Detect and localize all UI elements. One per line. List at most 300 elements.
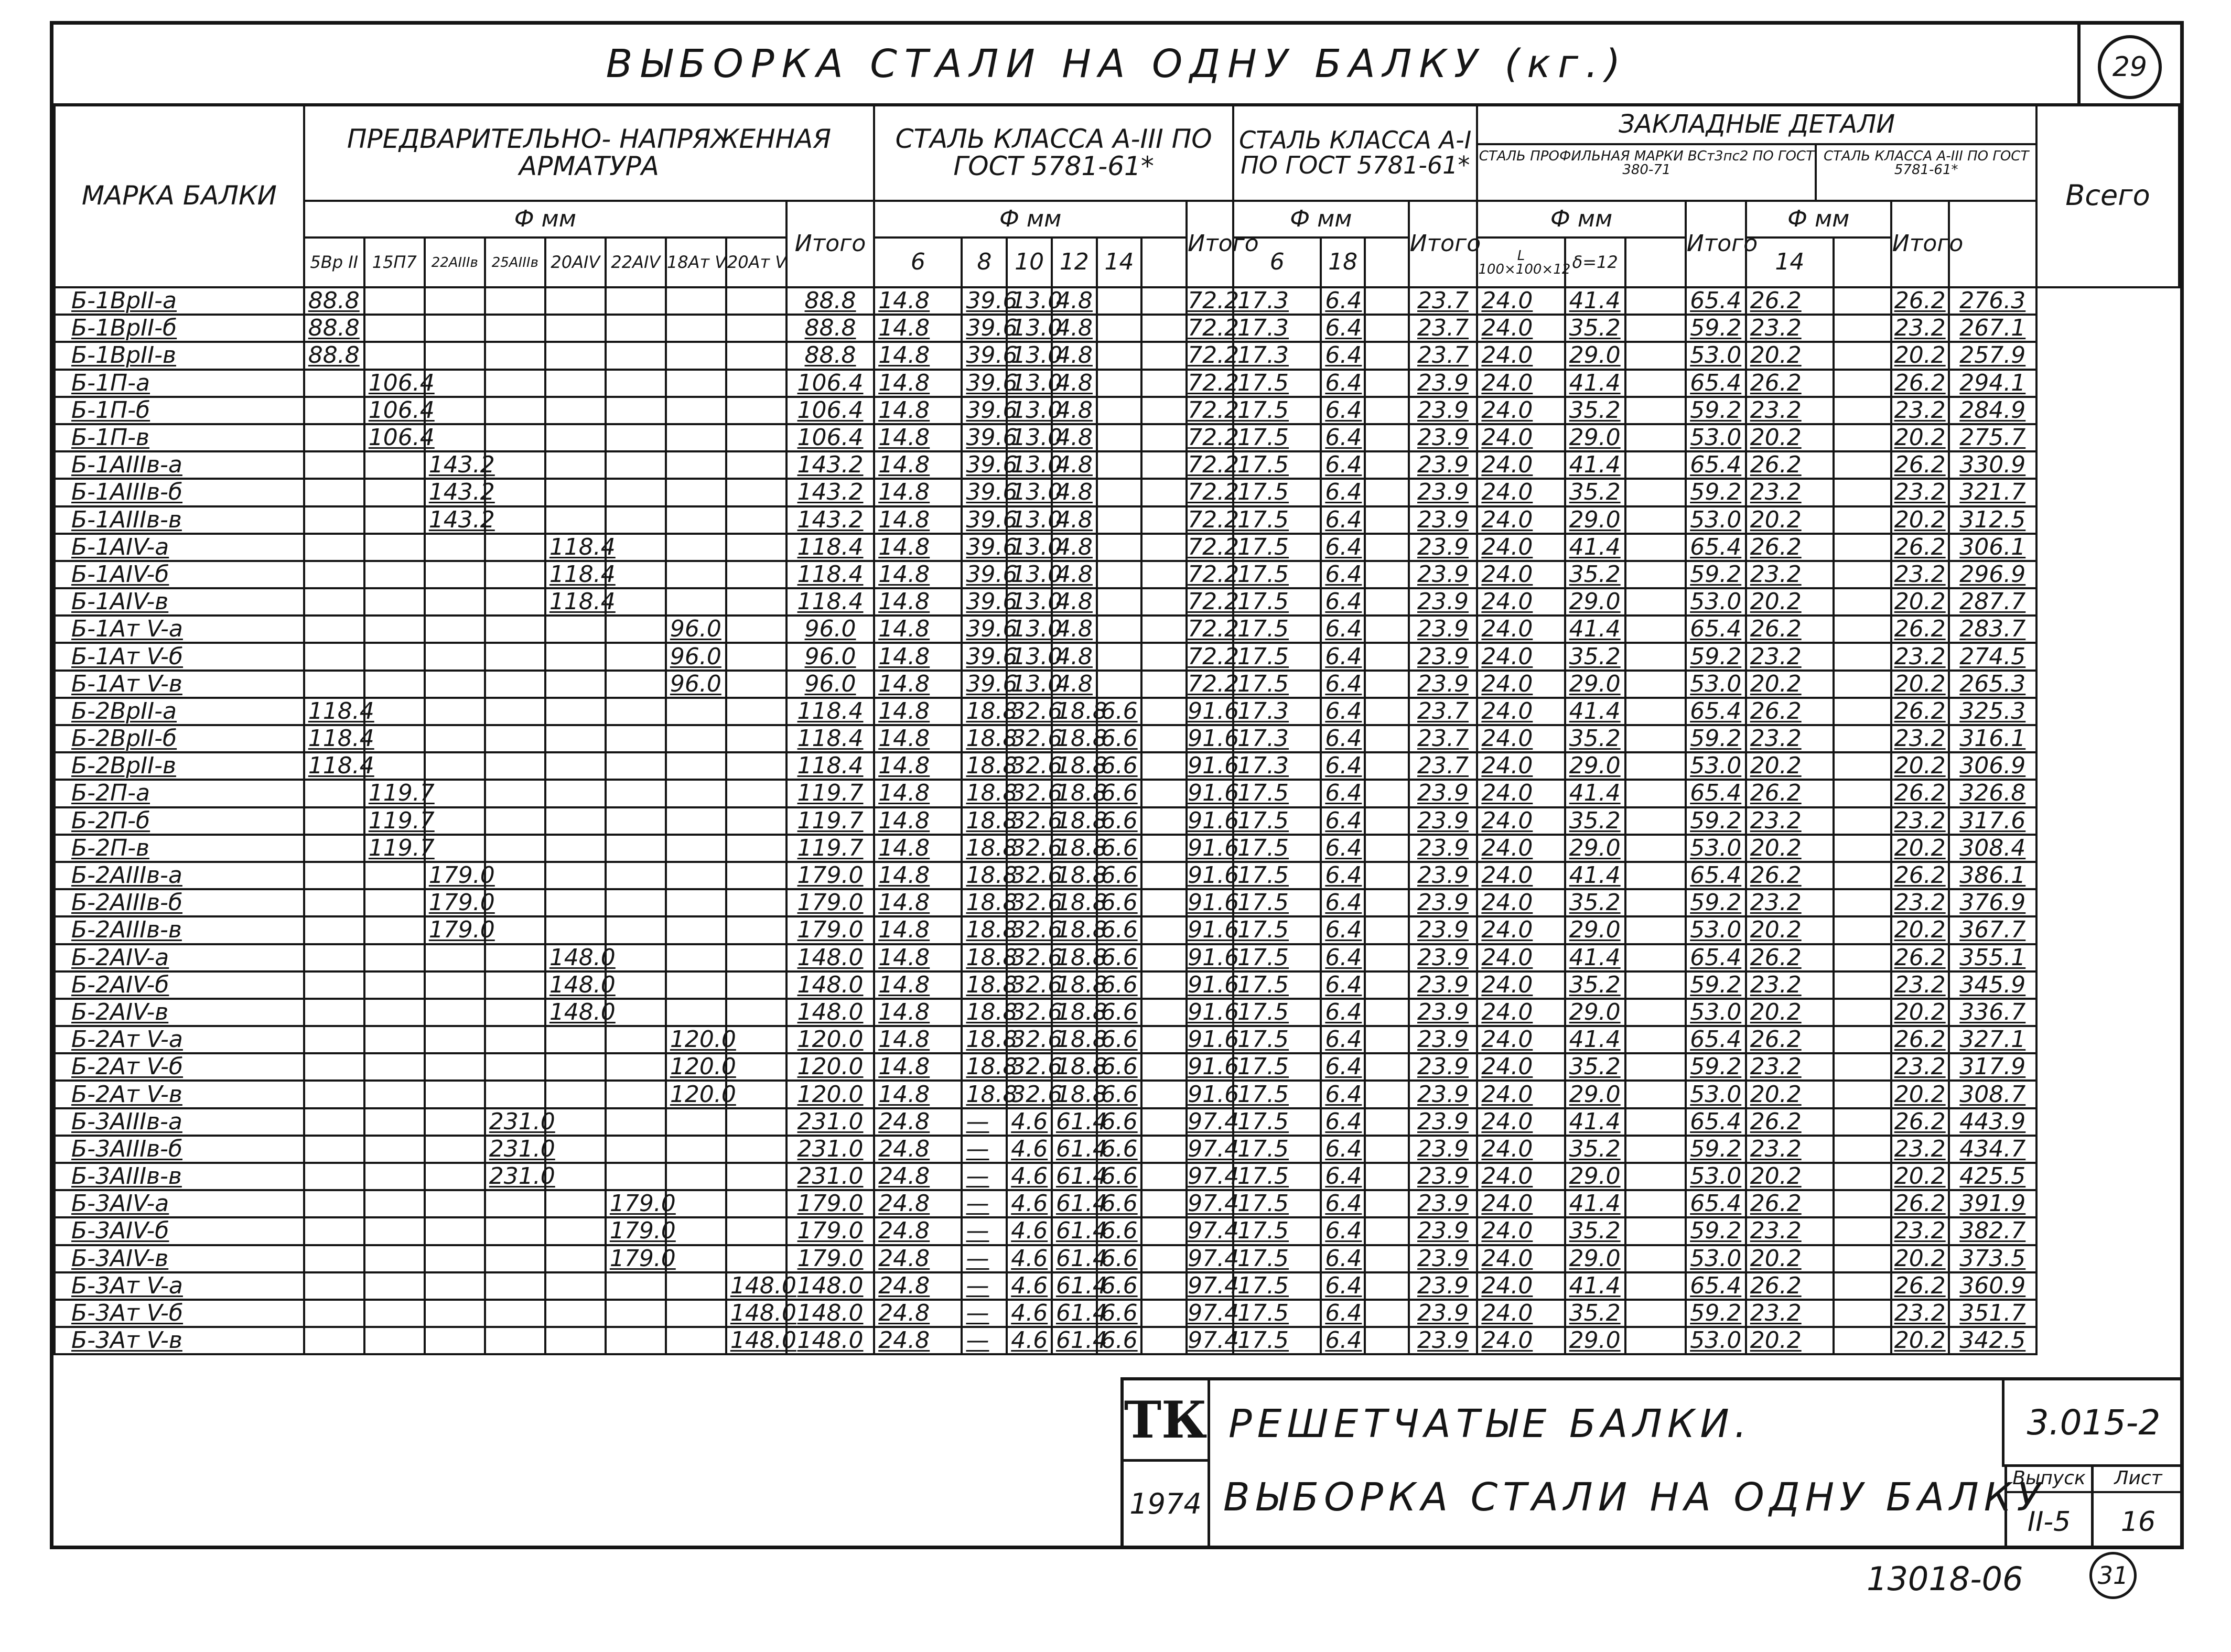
a3-blank bbox=[1141, 479, 1187, 506]
a1-blank bbox=[1365, 1163, 1409, 1190]
a1-value: 17.3 bbox=[1233, 315, 1321, 342]
a3-value: 18.8 bbox=[1052, 889, 1097, 916]
prestressed-value: 231.0 bbox=[485, 1163, 545, 1190]
a3-total: 72.2 bbox=[1188, 560, 1240, 588]
prestressed-value bbox=[425, 1217, 485, 1245]
a1-blank bbox=[1365, 1026, 1409, 1053]
prestressed-value bbox=[425, 1163, 485, 1190]
table-row bbox=[55, 506, 2179, 534]
a3-blank bbox=[1141, 1190, 1187, 1217]
profile-total: 53.0 bbox=[1686, 999, 1746, 1026]
a3-value: 18.8 bbox=[962, 916, 1007, 944]
a3-value: 18.8 bbox=[962, 752, 1007, 780]
a1-total: 23.9 bbox=[1409, 1163, 1478, 1190]
a3-value: 61.4 bbox=[1052, 1136, 1097, 1163]
prestressed-value bbox=[606, 506, 666, 534]
table-row bbox=[55, 1053, 2179, 1081]
prestressed-total: 231.0 bbox=[786, 1163, 874, 1190]
a1-blank bbox=[1365, 1245, 1409, 1272]
a1-value: 17.3 bbox=[1233, 752, 1321, 780]
emb-sub-0: 14 bbox=[1746, 237, 1834, 287]
prestressed-value bbox=[606, 807, 666, 835]
prestressed-value bbox=[545, 1300, 606, 1327]
prestressed-value: 96.0 bbox=[666, 671, 726, 698]
profile-value: 24.0 bbox=[1477, 698, 1565, 725]
prestressed-value: 118.4 bbox=[545, 561, 606, 588]
table-row bbox=[55, 1026, 2179, 1053]
a3-value: 13.0 bbox=[1007, 616, 1052, 643]
a1-value: 6.4 bbox=[1321, 862, 1365, 889]
prestressed-value bbox=[606, 725, 666, 752]
profile-value: 24.0 bbox=[1477, 971, 1565, 999]
embedded-a3-value: 26.2 bbox=[1746, 780, 1834, 807]
prestressed-value bbox=[425, 1108, 485, 1136]
prestressed-value: 179.0 bbox=[606, 1217, 666, 1245]
a3-value: 32.6 bbox=[1007, 725, 1052, 752]
prestressed-value bbox=[364, 1053, 425, 1081]
embedded-blank bbox=[1834, 1327, 1891, 1354]
prestressed-value bbox=[545, 1026, 606, 1053]
embedded-a3-value: 20.2 bbox=[1746, 752, 1834, 780]
embedded-total: 26.2 bbox=[1891, 780, 1949, 807]
embedded-total: 26.2 bbox=[1891, 944, 1949, 971]
a3-value: 6.6 bbox=[1097, 889, 1142, 916]
a1-value: 17.5 bbox=[1233, 588, 1321, 616]
prestressed-total: 88.8 bbox=[786, 315, 874, 342]
profile-value: 24.0 bbox=[1477, 752, 1565, 780]
a3-value: 13.0 bbox=[1007, 561, 1052, 588]
profile-total: 59.2 bbox=[1686, 889, 1746, 916]
prestressed-value bbox=[666, 534, 726, 561]
beam-mark: Б-2Ат V-б bbox=[55, 1053, 304, 1081]
profile-blank bbox=[1625, 780, 1686, 807]
embedded-total: 23.2 bbox=[1891, 1053, 1949, 1081]
prestressed-value bbox=[726, 643, 786, 670]
a1-value: 17.5 bbox=[1233, 944, 1321, 971]
prestressed-total: 179.0 bbox=[786, 862, 874, 889]
embedded-a3-value: 26.2 bbox=[1746, 616, 1834, 643]
embedded-total: 26.2 bbox=[1891, 287, 1949, 315]
a3-value: 6.6 bbox=[1097, 1300, 1142, 1327]
embedded-a3-value: 20.2 bbox=[1746, 342, 1834, 369]
embedded-a3-value: 23.2 bbox=[1746, 725, 1834, 752]
a1-blank bbox=[1365, 944, 1409, 971]
a3-value: 14.8 bbox=[874, 534, 962, 561]
a1-value: 6.4 bbox=[1321, 1300, 1365, 1327]
a3-total: 72.2 bbox=[1188, 287, 1240, 315]
profile-blank bbox=[1625, 671, 1686, 698]
beam-mark: Б-2ВрII-б bbox=[55, 725, 304, 752]
a3-value bbox=[1097, 671, 1142, 698]
prestressed-value bbox=[545, 643, 606, 670]
prestressed-value: 118.4 bbox=[545, 534, 606, 561]
prestressed-total: 231.0 bbox=[786, 1108, 874, 1136]
prestressed-value bbox=[726, 1163, 786, 1190]
a1-total: 23.9 bbox=[1409, 1300, 1478, 1327]
prestressed-value bbox=[304, 561, 364, 588]
a3-value: 4.8 bbox=[1052, 342, 1097, 369]
profile-total: 59.2 bbox=[1686, 1136, 1746, 1163]
prestressed-total: 88.8 bbox=[786, 287, 874, 315]
profile-total: 59.2 bbox=[1686, 643, 1746, 670]
prestressed-total: 120.0 bbox=[786, 1081, 874, 1108]
a3-total: 97.4 bbox=[1188, 1245, 1240, 1272]
beam-mark: Б-2АIIIв-а bbox=[55, 862, 304, 889]
a1-value: 17.5 bbox=[1233, 835, 1321, 862]
profile-total: 65.4 bbox=[1686, 451, 1746, 479]
prestressed-value bbox=[364, 588, 425, 616]
a3-value: — bbox=[962, 1272, 1007, 1300]
embedded-a3-value: 26.2 bbox=[1746, 862, 1834, 889]
prestressed-value: 106.4 bbox=[364, 424, 425, 451]
profile-total: 59.2 bbox=[1686, 1300, 1746, 1327]
a3-value: 4.8 bbox=[1052, 616, 1097, 643]
embedded-blank bbox=[1834, 561, 1891, 588]
prestressed-total: 96.0 bbox=[786, 616, 874, 643]
prestressed-value bbox=[726, 534, 786, 561]
a3-value: 24.8 bbox=[874, 1245, 962, 1272]
profile-value: 41.4 bbox=[1565, 370, 1625, 397]
a3-total: 72.2 bbox=[1188, 533, 1240, 560]
embedded-blank bbox=[1834, 643, 1891, 670]
embedded-total: 23.2 bbox=[1891, 561, 1949, 588]
a3-value: — bbox=[962, 1190, 1007, 1217]
a1-value: 6.4 bbox=[1321, 944, 1365, 971]
a3-blank bbox=[1141, 889, 1187, 916]
profile-total: 65.4 bbox=[1686, 1026, 1746, 1053]
a1-value: 17.5 bbox=[1233, 561, 1321, 588]
prestressed-value bbox=[726, 1245, 786, 1272]
a1-blank bbox=[1365, 424, 1409, 451]
prestressed-value bbox=[485, 1081, 545, 1108]
a1-total: 23.7 bbox=[1409, 725, 1478, 752]
a1-total: 23.9 bbox=[1409, 588, 1478, 616]
a1-total: 23.9 bbox=[1409, 780, 1478, 807]
a3-blank bbox=[1141, 506, 1187, 534]
profile-value: 24.0 bbox=[1477, 561, 1565, 588]
profile-total: 53.0 bbox=[1686, 1327, 1746, 1354]
a3-value bbox=[1097, 616, 1142, 643]
a3-blank bbox=[1141, 1053, 1187, 1081]
embedded-a3-value: 26.2 bbox=[1746, 1026, 1834, 1053]
prestressed-value bbox=[606, 451, 666, 479]
prestressed-total: 118.4 bbox=[786, 561, 874, 588]
prestressed-value: 88.8 bbox=[304, 287, 364, 315]
a3-value: 4.6 bbox=[1007, 1217, 1052, 1245]
drawing-sheet bbox=[50, 21, 2184, 1549]
a3-value: 6.6 bbox=[1097, 835, 1142, 862]
a3-value: 39.6 bbox=[962, 534, 1007, 561]
a1-blank bbox=[1365, 862, 1409, 889]
prestressed-value bbox=[425, 1136, 485, 1163]
a3-total: 97.4 bbox=[1188, 1272, 1240, 1299]
a1-value: 17.5 bbox=[1233, 370, 1321, 397]
embedded-a3-value: 20.2 bbox=[1746, 916, 1834, 944]
profile-value: 24.0 bbox=[1477, 944, 1565, 971]
a3-value: 14.8 bbox=[874, 1026, 962, 1053]
embedded-total: 20.2 bbox=[1891, 1245, 1949, 1272]
a3-value bbox=[1097, 479, 1142, 506]
beam-mark: Б-2П-в bbox=[55, 835, 304, 862]
a3-value: — bbox=[962, 1217, 1007, 1245]
a3-value: 18.8 bbox=[1052, 752, 1097, 780]
a3-value: 18.8 bbox=[1052, 780, 1097, 807]
embedded-blank bbox=[1834, 835, 1891, 862]
a1-value: 6.4 bbox=[1321, 342, 1365, 369]
grand-total: 376.9 bbox=[1949, 889, 2036, 916]
embedded-total: 23.2 bbox=[1891, 397, 1949, 424]
prestressed-value bbox=[485, 397, 545, 424]
grand-total: 386.1 bbox=[1949, 862, 2036, 889]
profile-blank bbox=[1625, 287, 1686, 315]
prestressed-value bbox=[545, 1217, 606, 1245]
profile-value: 41.4 bbox=[1565, 780, 1625, 807]
a3-value: 6.6 bbox=[1097, 1136, 1142, 1163]
table-row bbox=[55, 370, 2179, 397]
a3-value: 13.0 bbox=[1007, 506, 1052, 534]
prestressed-value bbox=[485, 671, 545, 698]
prestressed-value: 179.0 bbox=[425, 889, 485, 916]
embedded-total: 20.2 bbox=[1891, 752, 1949, 780]
archive-code: 13018-06 bbox=[1867, 1560, 2023, 1598]
beam-mark: Б-2Ат V-в bbox=[55, 1081, 304, 1108]
embedded-blank bbox=[1834, 534, 1891, 561]
a3-total: 97.4 bbox=[1188, 1327, 1240, 1354]
a1-value: 17.5 bbox=[1233, 1327, 1321, 1354]
prestressed-value bbox=[666, 1163, 726, 1190]
profile-value: 24.0 bbox=[1477, 1217, 1565, 1245]
prestressed-value: 148.0 bbox=[545, 999, 606, 1026]
embedded-a3-value: 26.2 bbox=[1746, 1108, 1834, 1136]
a3-value: 14.8 bbox=[874, 916, 962, 944]
a3-blank bbox=[1141, 807, 1187, 835]
prestressed-value bbox=[364, 1163, 425, 1190]
prestressed-value bbox=[304, 479, 364, 506]
a3-value: 18.8 bbox=[962, 807, 1007, 835]
table-row bbox=[55, 1190, 2179, 1217]
a1-value: 6.4 bbox=[1321, 1217, 1365, 1245]
prestressed-value: 118.4 bbox=[304, 698, 364, 725]
prestressed-value bbox=[364, 342, 425, 369]
stamp-title-line1: РЕШЕТЧАТЫЕ БАЛКИ. bbox=[1228, 1401, 1752, 1446]
a3-value: 6.6 bbox=[1097, 1272, 1142, 1300]
a3-value: 39.6 bbox=[962, 561, 1007, 588]
prestressed-value: 120.0 bbox=[666, 1053, 726, 1081]
profile-value: 41.4 bbox=[1565, 534, 1625, 561]
prestressed-value bbox=[304, 916, 364, 944]
profile-blank bbox=[1625, 315, 1686, 342]
profile-value: 29.0 bbox=[1565, 588, 1625, 616]
a1-value: 17.5 bbox=[1233, 506, 1321, 534]
a3-total: 91.6 bbox=[1188, 1081, 1240, 1108]
a3-total: 72.2 bbox=[1188, 588, 1240, 616]
a3-value: 61.4 bbox=[1052, 1163, 1097, 1190]
prestressed-value bbox=[726, 671, 786, 698]
a1-total: 23.9 bbox=[1409, 1217, 1478, 1245]
a1-blank bbox=[1365, 451, 1409, 479]
prestressed-value bbox=[726, 944, 786, 971]
a1-value: 6.4 bbox=[1321, 752, 1365, 780]
prestressed-value bbox=[364, 1081, 425, 1108]
prestressed-value bbox=[304, 807, 364, 835]
prestressed-total: 148.0 bbox=[786, 1272, 874, 1300]
prestressed-value bbox=[304, 397, 364, 424]
prestressed-value: 119.7 bbox=[364, 807, 425, 835]
a3-value: 13.0 bbox=[1007, 342, 1052, 369]
profile-total: 65.4 bbox=[1686, 534, 1746, 561]
a1-blank bbox=[1365, 479, 1409, 506]
prestressed-value bbox=[485, 1053, 545, 1081]
a3-value: 18.8 bbox=[962, 999, 1007, 1026]
a3-value: 14.8 bbox=[874, 424, 962, 451]
a3-value: 13.0 bbox=[1007, 479, 1052, 506]
profile-value: 24.0 bbox=[1477, 370, 1565, 397]
prestressed-value bbox=[485, 287, 545, 315]
a3-value: 24.8 bbox=[874, 1163, 962, 1190]
embedded-a3-value: 23.2 bbox=[1746, 1053, 1834, 1081]
table-row bbox=[55, 889, 2179, 916]
profile-value: 35.2 bbox=[1565, 807, 1625, 835]
a3-total: 72.2 bbox=[1188, 342, 1240, 369]
beam-mark: Б-1АIV-в bbox=[55, 588, 304, 616]
prestressed-value bbox=[364, 1217, 425, 1245]
prestressed-value bbox=[425, 1190, 485, 1217]
prestressed-total: 118.4 bbox=[786, 725, 874, 752]
embedded-a3-value: 26.2 bbox=[1746, 451, 1834, 479]
profile-total: 59.2 bbox=[1686, 725, 1746, 752]
a3-value: 6.6 bbox=[1097, 999, 1142, 1026]
a1-blank bbox=[1365, 1136, 1409, 1163]
table-row bbox=[55, 342, 2179, 369]
prestressed-value: 118.4 bbox=[545, 588, 606, 616]
beam-mark: Б-1АIV-б bbox=[55, 561, 304, 588]
a3-total: 72.2 bbox=[1188, 424, 1240, 451]
a1-value: 17.5 bbox=[1233, 807, 1321, 835]
prestressed-total: 118.4 bbox=[786, 588, 874, 616]
a3-value: 18.8 bbox=[962, 971, 1007, 999]
a1-blank bbox=[1365, 534, 1409, 561]
prestressed-value bbox=[726, 1108, 786, 1136]
a3-value bbox=[1097, 315, 1142, 342]
a3-value: 6.6 bbox=[1097, 1163, 1142, 1190]
profile-value: 24.0 bbox=[1477, 315, 1565, 342]
a3-value: 4.8 bbox=[1052, 451, 1097, 479]
a1-total: 23.9 bbox=[1409, 534, 1478, 561]
embedded-total: 20.2 bbox=[1891, 916, 1949, 944]
profile-value: 29.0 bbox=[1565, 506, 1625, 534]
prestressed-value bbox=[425, 1327, 485, 1354]
prestressed-value bbox=[425, 1272, 485, 1300]
a1-total: 23.9 bbox=[1409, 370, 1478, 397]
a3-value: 6.6 bbox=[1097, 780, 1142, 807]
prestressed-value bbox=[606, 1272, 666, 1300]
prestressed-value bbox=[726, 752, 786, 780]
a3-value: 13.0 bbox=[1007, 534, 1052, 561]
col-a3: СТАЛЬ КЛАССА А-III ПО ГОСТ 5781-61* bbox=[874, 104, 1233, 201]
prestressed-value bbox=[545, 1053, 606, 1081]
embedded-blank bbox=[1834, 342, 1891, 369]
embedded-blank bbox=[1834, 1053, 1891, 1081]
embedded-a3-value: 20.2 bbox=[1746, 588, 1834, 616]
a3-blank bbox=[1141, 835, 1187, 862]
a1-total: 23.9 bbox=[1409, 916, 1478, 944]
prestressed-value bbox=[726, 1217, 786, 1245]
col-a1: СТАЛЬ КЛАССА А-I ПО ГОСТ 5781-61* bbox=[1233, 104, 1477, 201]
prestressed-value bbox=[304, 424, 364, 451]
prestressed-value bbox=[545, 506, 606, 534]
prestressed-total: 88.8 bbox=[786, 342, 874, 369]
profile-total: 65.4 bbox=[1686, 370, 1746, 397]
a1-total: 23.9 bbox=[1409, 835, 1478, 862]
page-title bbox=[53, 25, 2180, 106]
grand-total: 306.1 bbox=[1949, 534, 2036, 561]
a3-value bbox=[1097, 451, 1142, 479]
table-row bbox=[55, 944, 2179, 971]
a3-value: 18.8 bbox=[962, 835, 1007, 862]
profile-value: 24.0 bbox=[1477, 1245, 1565, 1272]
prestressed-value bbox=[545, 479, 606, 506]
a3-value: 18.8 bbox=[1052, 1081, 1097, 1108]
prestressed-value: 119.7 bbox=[364, 780, 425, 807]
a3-total: 72.2 bbox=[1188, 451, 1240, 479]
emb-sub-blank bbox=[1834, 237, 1891, 287]
a1-total: 23.9 bbox=[1409, 1272, 1478, 1300]
embedded-a3-value: 20.2 bbox=[1746, 506, 1834, 534]
pre-sub-0: 5Вр II bbox=[304, 237, 364, 287]
embedded-total: 26.2 bbox=[1891, 1190, 1949, 1217]
prestressed-value bbox=[364, 916, 425, 944]
prestressed-value bbox=[606, 1108, 666, 1136]
embedded-blank bbox=[1834, 424, 1891, 451]
a3-blank bbox=[1141, 370, 1187, 397]
table-row bbox=[55, 287, 2179, 315]
prestressed-value bbox=[425, 561, 485, 588]
a3-value: 61.4 bbox=[1052, 1300, 1097, 1327]
embedded-blank bbox=[1834, 370, 1891, 397]
prestressed-value bbox=[364, 999, 425, 1026]
profile-value: 24.0 bbox=[1477, 1081, 1565, 1108]
prestressed-value bbox=[425, 315, 485, 342]
prestressed-value bbox=[545, 916, 606, 944]
embedded-a3-value: 20.2 bbox=[1746, 1081, 1834, 1108]
table-row bbox=[55, 397, 2179, 424]
series-code: 3.015-2 bbox=[2002, 1380, 2183, 1467]
a1-value: 17.5 bbox=[1233, 1136, 1321, 1163]
col-pre-total: Итого bbox=[786, 201, 874, 287]
a3-value: 61.4 bbox=[1052, 1217, 1097, 1245]
grand-total: 308.4 bbox=[1949, 835, 2036, 862]
embedded-blank bbox=[1834, 1136, 1891, 1163]
a1-value: 17.3 bbox=[1233, 342, 1321, 369]
a3-total: 91.6 bbox=[1188, 944, 1240, 971]
grand-total: 275.7 bbox=[1949, 424, 2036, 451]
prestressed-value bbox=[425, 1245, 485, 1272]
embedded-total: 20.2 bbox=[1891, 1327, 1949, 1354]
a3-blank bbox=[1141, 1108, 1187, 1136]
a3-value: 32.6 bbox=[1007, 944, 1052, 971]
profile-total: 53.0 bbox=[1686, 424, 1746, 451]
sheet-label: Лист bbox=[2094, 1467, 2183, 1493]
a3-blank bbox=[1141, 752, 1187, 780]
prestressed-value bbox=[304, 1272, 364, 1300]
a3-value: 32.6 bbox=[1007, 1026, 1052, 1053]
title-block bbox=[1120, 1377, 2183, 1548]
grand-total: 391.9 bbox=[1949, 1190, 2036, 1217]
a3-value: 14.8 bbox=[874, 862, 962, 889]
a3-value: 13.0 bbox=[1007, 588, 1052, 616]
prestressed-value bbox=[485, 616, 545, 643]
profile-total: 65.4 bbox=[1686, 287, 1746, 315]
